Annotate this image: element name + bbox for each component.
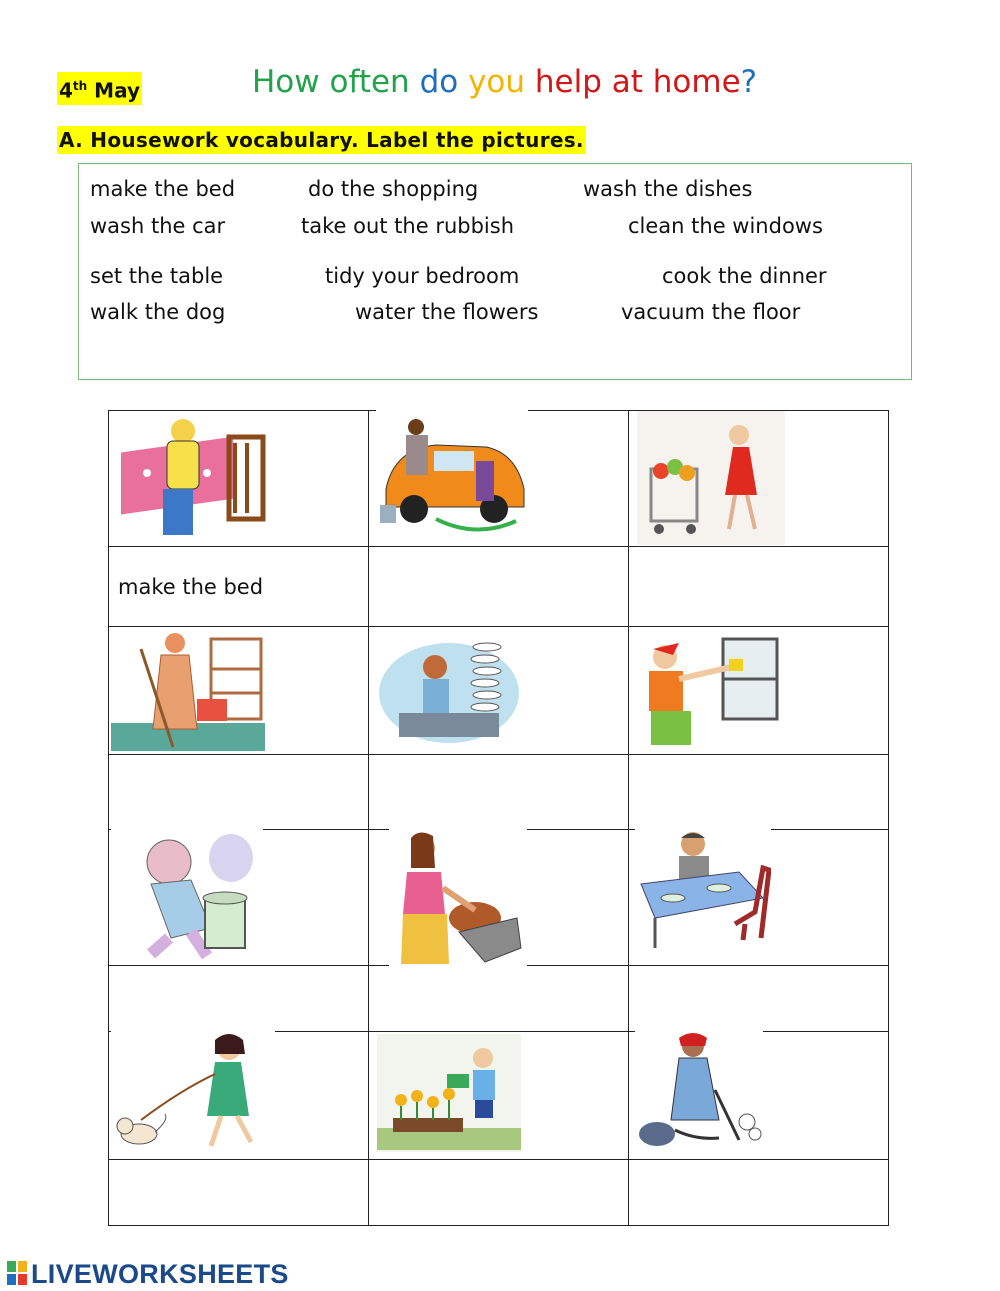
picture-cell (109, 411, 369, 547)
word-bank-item: tidy your bedroom (325, 264, 520, 288)
section-heading: A. Housework vocabulary. Label the pictures. (59, 128, 584, 152)
label-row (109, 1160, 889, 1226)
picture-cell (109, 1032, 369, 1160)
picture-cell (369, 411, 629, 547)
word-bank-item: set the table (90, 264, 224, 288)
word-bank (78, 163, 912, 380)
picture-row (109, 627, 889, 755)
word-bank-item: water the flowers (355, 300, 539, 324)
answer-cell[interactable] (109, 547, 369, 627)
picture-cell (109, 627, 369, 755)
word-bank-item: take out the rubbish (301, 214, 515, 238)
tidying-bedroom-picture (111, 629, 265, 753)
date-day: 4 (59, 78, 73, 103)
picture-cell (109, 830, 369, 966)
dish-washing-picture (379, 633, 521, 749)
date-label (57, 72, 142, 105)
answer-cell[interactable] (109, 966, 369, 1032)
picture-row (109, 830, 889, 966)
page-title (252, 62, 757, 102)
flower-watering-picture (377, 1034, 521, 1152)
cooking-picture (389, 828, 527, 966)
window-cleaning-picture (639, 635, 781, 747)
answer-cell[interactable] (629, 755, 889, 830)
vacuuming-picture (635, 1030, 763, 1158)
table-setting-picture (635, 828, 771, 964)
footer-brand[interactable] (7, 1259, 289, 1290)
car-washing-picture (376, 409, 528, 539)
word-bank-item: wash the dishes (583, 177, 753, 201)
title-part: ? (740, 64, 758, 100)
word-bank-item: make the bed (90, 177, 236, 201)
answer-cell[interactable] (369, 755, 629, 830)
label-row (109, 755, 889, 830)
answer-cell[interactable] (369, 966, 629, 1032)
picture-cell (369, 627, 629, 755)
date-suffix: th (72, 79, 88, 93)
dog-walking-picture (111, 1030, 275, 1158)
rubbish-picture (111, 828, 263, 964)
picture-cell (629, 411, 889, 547)
title-part: help at home (534, 64, 741, 100)
picture-cell (369, 830, 629, 966)
answer-cell[interactable] (629, 966, 889, 1032)
answer-cell[interactable] (629, 547, 889, 627)
picture-row (109, 411, 889, 547)
answer-text: make the bed (118, 574, 264, 599)
liveworksheets-logo-icon (7, 1261, 27, 1289)
answer-cell[interactable] (629, 1160, 889, 1226)
label-row (109, 966, 889, 1032)
answer-cell[interactable] (109, 1160, 369, 1226)
picture-row (109, 1032, 889, 1160)
word-bank-item: do the shopping (308, 177, 479, 201)
answer-cell[interactable] (369, 547, 629, 627)
title-part: How often (252, 64, 420, 100)
answer-cell[interactable] (369, 1160, 629, 1226)
picture-cell (369, 1032, 629, 1160)
picture-cell (629, 830, 889, 966)
label-row (109, 547, 889, 627)
title-part: you (468, 64, 535, 100)
picture-cell (629, 627, 889, 755)
word-bank-item: clean the windows (628, 214, 823, 238)
answer-cell[interactable] (109, 755, 369, 830)
title-part: do (419, 64, 469, 100)
word-bank-item: wash the car (90, 214, 226, 238)
label-grid (108, 410, 889, 1226)
date-month: May (94, 78, 140, 103)
picture-cell (629, 1032, 889, 1160)
word-bank-item: vacuum the floor (621, 300, 801, 324)
word-bank-item: walk the dog (90, 300, 226, 324)
brand-name: LIVEWORKSHEETS (31, 1259, 289, 1289)
bed-making-picture (117, 413, 267, 543)
shopping-picture (637, 411, 785, 545)
word-bank-item: cook the dinner (662, 264, 827, 288)
